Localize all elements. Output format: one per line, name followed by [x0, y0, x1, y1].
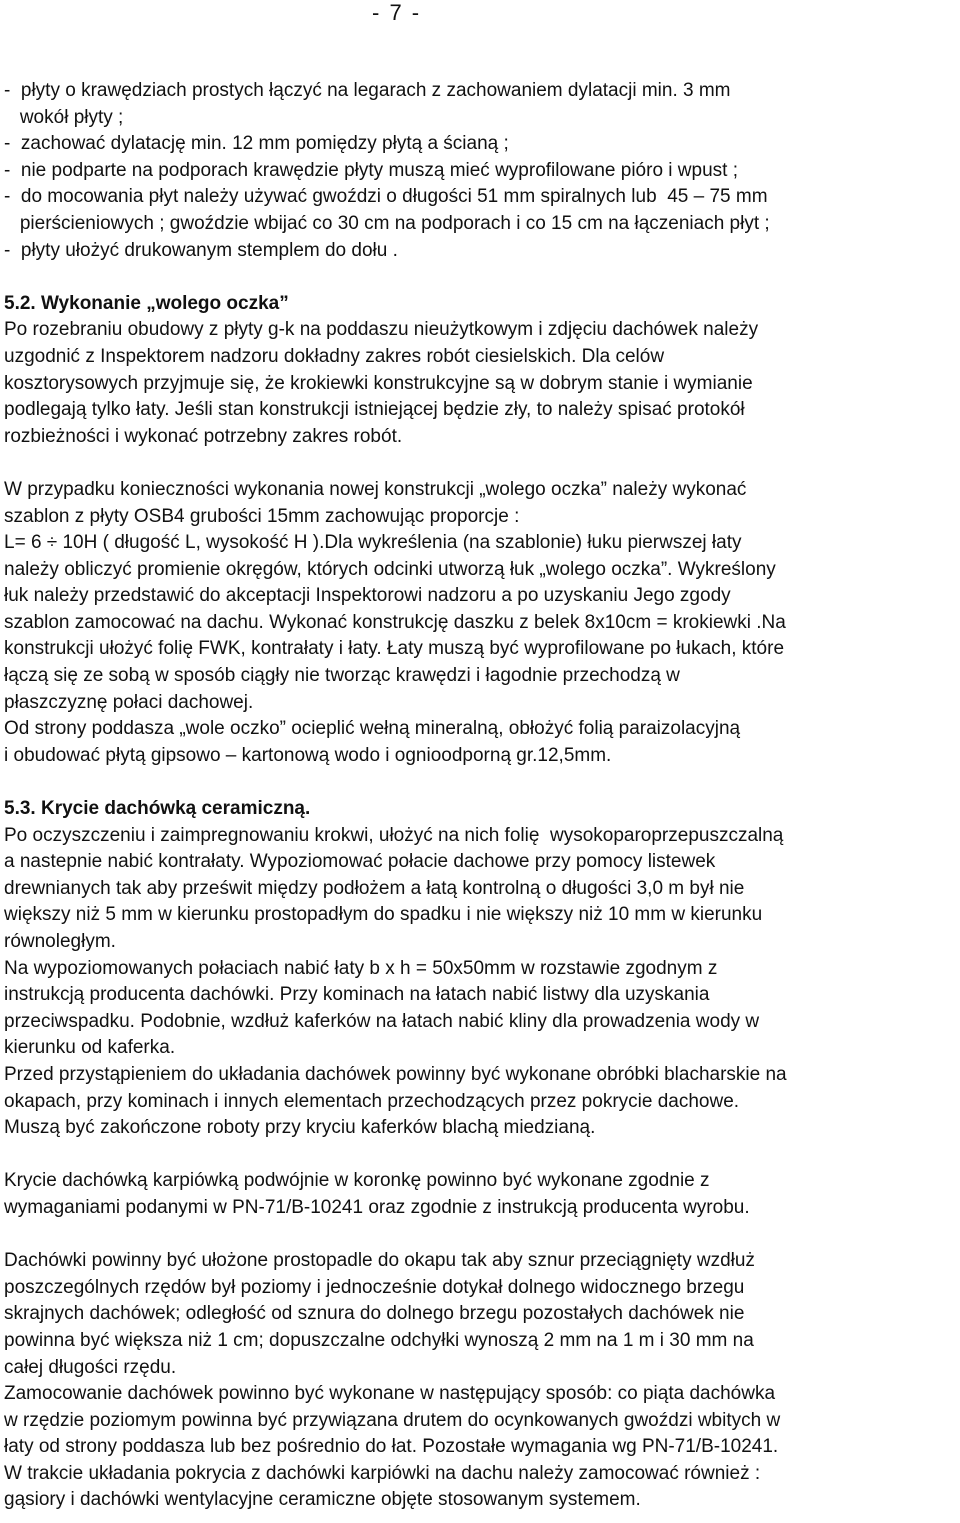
text-line: równoległym.	[4, 931, 116, 952]
text-line: podlegają tylko łaty. Jeśli stan konstrukcji istniejącej będzie zły, to należy spisać protokół	[4, 399, 745, 421]
text-line: Po rozebraniu obudowy z płyty g-k na poddaszu nieużytkowym i zdjęciu dachówek należy	[4, 319, 759, 341]
text-line: Dachówki powinny być ułożone prostopadle do okapu tak aby sznur przeciągnięty wzdłuż	[4, 1250, 755, 1272]
text-line: łaty od strony poddasza lub bez pośrednio do łat. Pozostałe wymagania wg PN-71/B-10241.	[4, 1436, 779, 1458]
text-line: okapach, przy kominach i innych elementach przechodzących przez pokrycie dachowe.	[4, 1090, 740, 1112]
list-item: - nie podparte na podporach krawędzie płyty muszą mieć wyprofilowane pióro i wpust ;	[4, 159, 738, 181]
text-line: poszczególnych rzędów był poziomy i jednocześnie dotykał dolnego widocznego brzegu	[4, 1276, 745, 1298]
text-line: wymaganiami podanymi w PN-71/B-10241 oraz zgodnie z instrukcją producenta wyrobu.	[4, 1196, 750, 1218]
text-line: łączą się ze sobą w sposób ciągły nie tworząc krawędzi i łagodnie przechodzą w	[4, 665, 680, 687]
section-5-3	[4, 796, 954, 1514]
text-line: szablon zamocować na dachu. Wykonać konstrukcję daszku z belek 8x10cm = krokiewki .Na	[4, 611, 786, 633]
list-item: - zachować dylatację min. 12 mm pomiędzy płytą a ścianą ;	[4, 133, 509, 155]
spacer	[4, 769, 954, 796]
text-line: a nastepnie nabić kontrałaty. Wypoziomować połacie dachowe przy pomocy listewek	[4, 851, 716, 873]
text-line: Od strony poddasza „wole oczko” ocieplić wełną mineralną, obłożyć folią paraizolacyjną	[4, 718, 741, 740]
spacer	[4, 450, 954, 477]
text-line: łuk należy przedstawić do akceptacji Inspektorowi nadzoru a po uzyskaniu Jego zgody	[4, 585, 731, 607]
text-line: Muszą być zakończone roboty przy kryciu kaferków blachą miedzianą.	[4, 1117, 596, 1139]
list-item: - płyty o krawędziach prostych łączyć na legarach z zachowaniem dylatacji min. 3 mm	[4, 80, 731, 101]
text-line: przeciwspadku. Podobnie, wzdłuż kaferków na łatach nabić kliny dla prowadzenia wody w	[4, 1010, 760, 1032]
text-line: należy obliczyć promienie okręgów, których odcinki utworzą łuk „wolego oczka”. Wykreślony	[4, 558, 776, 580]
text-line: instrukcją producenta dachówki. Przy kominach na łatach nabić listwy dla uzyskania	[4, 984, 710, 1006]
text-line: Na wypoziomowanych połaciach nabić łaty b x h = 50x50mm w rozstawie zgodnym z	[4, 957, 718, 979]
list-item: wokół płyty ;	[4, 106, 124, 128]
text-line: w rzędzie poziomym powinna być przywiązana drutem do ocynkowanych gwoździ wbitych w	[4, 1409, 781, 1431]
text-line: L= 6 ÷ 10H ( długość L, wysokość H ).Dla wykreślenia (na szablonie) łuku pierwszej łaty	[4, 532, 742, 554]
text-line: płaszczyznę połaci dachowej.	[4, 691, 254, 713]
text-line: całej długości rzędu.	[4, 1356, 177, 1378]
spacer	[4, 1142, 954, 1169]
list-item: - płyty ułożyć drukowanym stemplem do dołu .	[4, 239, 398, 261]
document-body	[4, 78, 954, 1514]
section-heading: 5.3. Krycie dachówką ceramiczną.	[4, 798, 311, 820]
page-number: - 7 -	[372, 0, 422, 25]
section-heading: 5.2. Wykonanie „wolego oczka”	[4, 292, 289, 314]
text-line: Krycie dachówką karpiówką podwójnie w koronkę powinno być wykonane zgodnie z	[4, 1170, 710, 1192]
text-line: Po oczyszczeniu i zaimpregnowaniu krokwi, ułożyć na nich folię wysokoparoprzepuszczalną	[4, 824, 784, 846]
text-line: większy niż 5 mm w kierunku prostopadłym do spadku i nie większy niż 10 mm w kierunku	[4, 904, 763, 926]
text-line: szablon z płyty OSB4 grubości 15mm zachowując proporcje :	[4, 505, 520, 527]
text-line: powinna być większa niż 1 cm; dopuszczalne odchyłki wynoszą 2 mm na 1 m i 30 mm na	[4, 1329, 754, 1351]
spacer	[4, 264, 954, 291]
text-line: konstrukcji ułożyć folię FWK, kontrałaty i łaty. Łaty muszą być wyprofilowane po łukach, które	[4, 638, 785, 660]
text-line: rozbieżności i wykonać potrzebny zakres robót.	[4, 425, 403, 447]
text-line: W trakcie układania pokrycia z dachówki karpiówki na dachu należy zamocować również :	[4, 1462, 761, 1484]
text-line: uzgodnić z Inspektorem nadzoru dokładny zakres robót ciesielskich. Dla celów	[4, 345, 665, 367]
text-line: W przypadku konieczności wykonania nowej konstrukcji „wolego oczka” należy wykonać	[4, 478, 747, 500]
text-line: i obudować płytą gipsowo – kartonową wodo i ognioodporną gr.12,5mm.	[4, 744, 612, 766]
section-5-2	[4, 291, 954, 770]
text-line: Przed przystąpieniem do układania dachówek powinny być wykonane obróbki blacharskie na	[4, 1063, 787, 1085]
text-line: gąsiory i dachówki wentylacyjne ceramiczne objęte stosowanym systemem.	[4, 1489, 641, 1511]
text-line: kierunku od kaferka.	[4, 1037, 176, 1059]
intro-list	[4, 78, 954, 264]
list-item: pierścieniowych ; gwoździe wbijać co 30 cm na podporach i co 15 cm na łączeniach płyt ;	[4, 212, 770, 234]
list-item: - do mocowania płyt należy używać gwoździ o długości 51 mm spiralnych lub 45 – 75 mm	[4, 186, 768, 208]
text-line: drewnianych tak aby prześwit między podłożem a łatą kontrolną o długości 3,0 m był nie	[4, 877, 745, 899]
text-line: skrajnych dachówek; odległość od sznura do dolnego brzegu pozostałych dachówek nie	[4, 1303, 745, 1325]
text-line: Zamocowanie dachówek powinno być wykonane w następujący sposób: co piąta dachówka	[4, 1383, 776, 1405]
text-line: kosztorysowych przyjmuje się, że krokiewki konstrukcyjne są w dobrym stanie i wymianie	[4, 372, 753, 394]
spacer	[4, 1222, 954, 1249]
